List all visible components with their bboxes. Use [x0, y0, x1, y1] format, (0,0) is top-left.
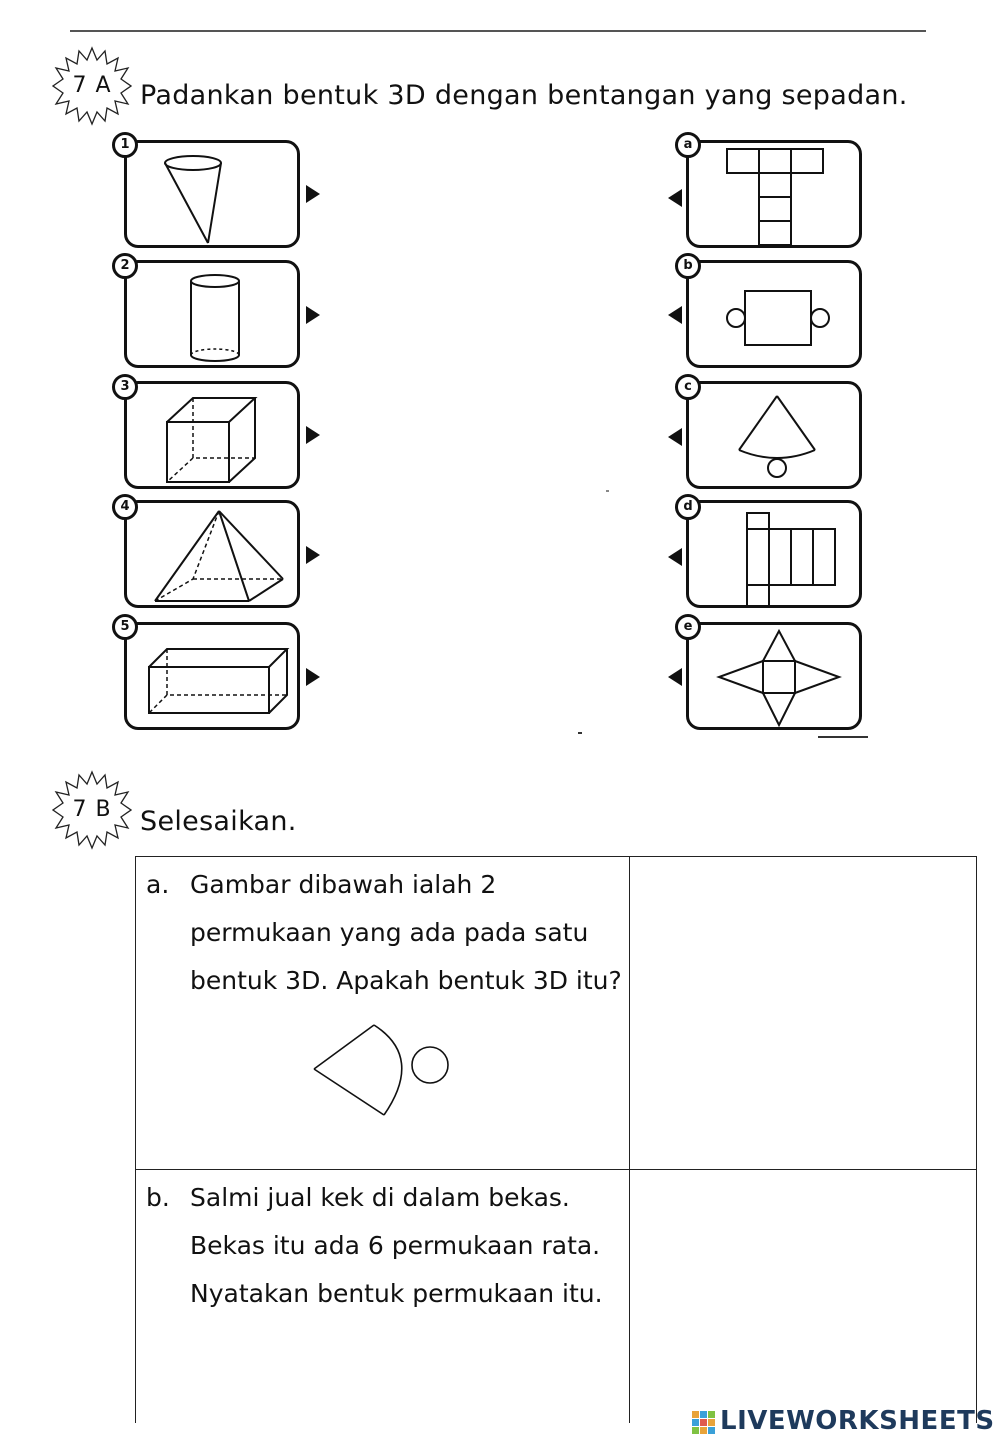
net-card-b[interactable]: [686, 260, 862, 368]
pyramid-icon: [127, 503, 303, 611]
match-arrow-a[interactable]: [668, 189, 682, 207]
question-row-b: [136, 1170, 977, 1423]
answer-a-cell[interactable]: [630, 857, 977, 1170]
net-card-c[interactable]: [686, 381, 862, 489]
marker-3: 3: [112, 374, 138, 400]
question-b-label: b.: [146, 1183, 170, 1212]
marker-5: 5: [112, 614, 138, 640]
section-b-instruction: Selesaikan.: [140, 806, 297, 837]
question-a-text: [190, 861, 622, 1005]
cuboid-net-icon: [689, 503, 865, 611]
match-arrow-c[interactable]: [668, 428, 682, 446]
match-arrow-d[interactable]: [668, 548, 682, 566]
question-a-label: a.: [146, 870, 170, 899]
liveworksheets-logo[interactable]: [692, 1405, 995, 1439]
top-divider: [70, 30, 926, 32]
answer-b-cell[interactable]: [630, 1170, 977, 1423]
marker-1: 1: [112, 132, 138, 158]
shape-card-3[interactable]: [124, 381, 300, 489]
question-b-line-1: Salmi jual kek di dalam bekas.: [190, 1183, 570, 1212]
shape-card-2[interactable]: [124, 260, 300, 368]
speck: [606, 490, 609, 492]
match-arrow-e[interactable]: [668, 668, 682, 686]
marker-d: d: [675, 494, 701, 520]
section-a-instruction: Padankan bentuk 3D dengan bentangan yang sepadan.: [140, 80, 908, 111]
marker-a: a: [675, 132, 701, 158]
net-card-a[interactable]: [686, 140, 862, 248]
match-arrow-3[interactable]: [306, 426, 320, 444]
speck: [818, 736, 868, 738]
question-b-line-2: Bekas itu ada 6 permukaan rata.: [190, 1231, 601, 1260]
marker-e: e: [675, 614, 701, 640]
question-b-line-3: Nyatakan bentuk permukaan itu.: [190, 1279, 603, 1308]
marker-c: c: [675, 374, 701, 400]
match-arrow-2[interactable]: [306, 306, 320, 324]
net-card-e[interactable]: [686, 622, 862, 730]
question-b-text: [190, 1174, 603, 1318]
cone-icon: [127, 143, 303, 251]
question-a-line-2: permukaan yang ada pada satu: [190, 918, 589, 947]
marker-4: 4: [112, 494, 138, 520]
section-a-badge-label: 7 A: [72, 73, 112, 98]
cone-net-figure: [306, 1017, 456, 1119]
cylinder-net-icon: [689, 263, 865, 371]
question-row-a: [136, 857, 977, 1170]
match-arrow-5[interactable]: [306, 668, 320, 686]
cube-net-icon: [689, 143, 865, 251]
pyramid-net-icon: [689, 625, 865, 733]
question-a-cell: [136, 857, 630, 1170]
net-card-d[interactable]: [686, 500, 862, 608]
match-arrow-1[interactable]: [306, 185, 320, 203]
logo-icon: [692, 1411, 716, 1435]
question-a-line-1: Gambar dibawah ialah 2: [190, 870, 497, 899]
shape-card-5[interactable]: [124, 622, 300, 730]
question-table: [135, 856, 977, 1423]
section-a-badge: [52, 46, 132, 126]
question-b-cell: [136, 1170, 630, 1423]
shape-card-1[interactable]: [124, 140, 300, 248]
logo-text: LIVEWORKSHEETS: [720, 1406, 995, 1436]
marker-b: b: [675, 253, 701, 279]
match-arrow-4[interactable]: [306, 546, 320, 564]
marker-2: 2: [112, 253, 138, 279]
cuboid-icon: [127, 625, 303, 733]
match-arrow-b[interactable]: [668, 306, 682, 324]
section-b-badge: [52, 770, 132, 850]
cylinder-icon: [127, 263, 303, 371]
cone-net-icon: [689, 384, 865, 492]
shape-card-4[interactable]: [124, 500, 300, 608]
speck: [578, 732, 582, 734]
section-b-badge-label: 7 B: [72, 797, 112, 822]
cube-icon: [127, 384, 303, 492]
question-a-line-3: bentuk 3D. Apakah bentuk 3D itu?: [190, 966, 622, 995]
